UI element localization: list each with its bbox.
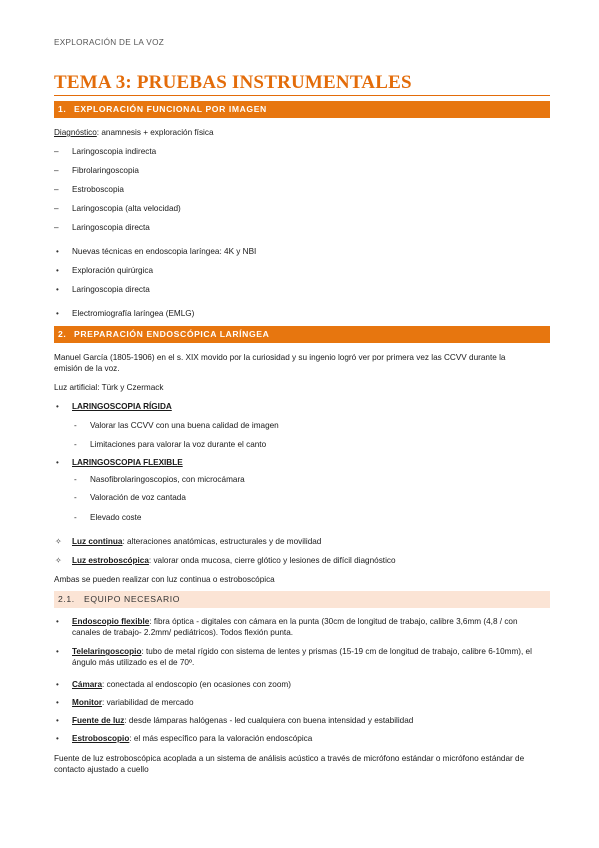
bullet-icon: • <box>56 716 59 725</box>
arrow-bullet-icon: ✧ <box>55 556 62 565</box>
list-item: Fibrolaringoscopia <box>72 166 139 175</box>
list-item: Laringoscopia indirecta <box>72 147 157 156</box>
list-item: Nasofibrolaringoscopios, con microcámara <box>90 475 245 484</box>
section-number: 2. <box>58 329 67 339</box>
dash-marker: - <box>74 493 77 502</box>
luz-continua-line <box>72 536 321 547</box>
dash-marker: - <box>74 421 77 430</box>
luz-artificial-line: Luz artificial: Türk y Czermack <box>54 383 164 392</box>
equipo-item <box>72 697 194 708</box>
equipo-label: Cámara <box>72 680 103 689</box>
dash-marker: - <box>74 513 77 522</box>
section-title: EXPLORACIÓN FUNCIONAL POR IMAGEN <box>74 104 267 114</box>
arrow-bullet-icon: ✧ <box>55 537 62 546</box>
subsection-number: 2.1. <box>58 594 75 604</box>
subsection-heading-2-1 <box>54 591 550 608</box>
list-item: Laringoscopia (alta velocidad) <box>72 204 181 213</box>
section-heading-2 <box>54 326 550 343</box>
title-underline <box>54 95 550 96</box>
equipo-text: : desde lámparas halógenas - led cualquiera con buena intensidad y estabilidad <box>124 716 414 725</box>
equipo-label: Monitor <box>72 698 103 707</box>
rigida-label: LARINGOSCOPIA RÍGIDA <box>72 402 172 411</box>
dash-marker: – <box>54 166 59 175</box>
equipo-text: : el más específico para la valoración endoscópica <box>129 734 313 743</box>
diagnostico-line <box>54 127 214 138</box>
bullet-icon: • <box>56 247 59 256</box>
list-item: Exploración quirúrgica <box>72 266 154 275</box>
page-title: TEMA 3: PRUEBAS INSTRUMENTALES <box>54 72 412 93</box>
equipo-item <box>72 679 291 690</box>
equipo-text: : tubo de metal rígido con sistema de lentes y prismas (15-19 cm de longitud de trabajo, calibre 6-10mm), el ángulo más utilizado es el de 70º. <box>72 647 532 667</box>
equipo-text: : variabilidad de mercado <box>102 698 194 707</box>
equipo-text: : fibra óptica - digitales con cámara en la punta (30cm de longitud de trabajo, calibre 3,6mm (4,8 / con canales de trabajo- 2.2mm/ pediátricos). Todos flexión punta. <box>72 617 518 637</box>
diagnostico-text: : anamnesis + exploración física <box>96 128 214 137</box>
bullet-icon: • <box>56 309 59 318</box>
section-heading-1 <box>54 101 550 118</box>
intro-paragraph: Manuel García (1805-1906) en el s. XIX movido por la curiosidad y su ingenio logró ver por primera vez las CCVV durante la emisión de la voz. <box>54 353 506 373</box>
luz-estrobo-label: Luz estroboscópica <box>72 556 149 565</box>
list-item: Electromiografía laríngea (EMLG) <box>72 309 195 318</box>
dash-marker: - <box>74 440 77 449</box>
dash-marker: – <box>54 204 59 213</box>
list-item: Valoración de voz cantada <box>90 493 186 502</box>
bullet-icon: • <box>56 698 59 707</box>
bullet-icon: • <box>56 647 59 656</box>
dash-marker: – <box>54 185 59 194</box>
flexible-label: LARINGOSCOPIA FLEXIBLE <box>72 458 183 467</box>
equipo-item <box>72 715 413 726</box>
equipo-label: Endoscopio flexible <box>72 617 150 626</box>
luz-continua-label: Luz continua <box>72 537 123 546</box>
dash-marker: – <box>54 223 59 232</box>
list-item: Valorar las CCVV con una buena calidad de imagen <box>90 421 279 430</box>
luz-estrobo-line <box>72 555 396 566</box>
list-item: Laringoscopia directa <box>72 285 150 294</box>
equipo-item <box>72 733 312 744</box>
luz-estrobo-text: : valorar onda mucosa, cierre glótico y lesiones de difícil diagnóstico <box>148 556 396 565</box>
bullet-icon: • <box>56 617 59 626</box>
bullet-icon: • <box>56 402 59 411</box>
section-title: PREPARACIÓN ENDOSCÓPICA LARÍNGEA <box>74 329 270 339</box>
list-item: Nuevas técnicas en endoscopia laríngea: 4K y NBI <box>72 247 257 256</box>
running-header: EXPLORACIÓN DE LA VOZ <box>54 38 165 47</box>
section-number: 1. <box>58 104 67 114</box>
list-item: Laringoscopia directa <box>72 223 150 232</box>
bullet-icon: • <box>56 266 59 275</box>
closing-paragraph: Fuente de luz estroboscópica acoplada a un sistema de análisis acústico a través de micrófono estándar o micrófono estándar de contacto ajustado a cuello <box>54 754 525 774</box>
ambas-line: Ambas se pueden realizar con luz continua o estroboscópica <box>54 575 275 584</box>
list-item: Limitaciones para valorar la voz durante el canto <box>90 440 267 449</box>
bullet-icon: • <box>56 458 59 467</box>
list-item: Elevado coste <box>90 513 142 522</box>
luz-continua-text: : alteraciones anatómicas, estructurales y de movilidad <box>122 537 322 546</box>
diagnostico-label: Diagnóstico <box>54 128 97 137</box>
bullet-icon: • <box>56 734 59 743</box>
equipo-label: Estroboscopio <box>72 734 130 743</box>
dash-marker: – <box>54 147 59 156</box>
subsection-title: EQUIPO NECESARIO <box>84 594 181 604</box>
equipo-label: Fuente de luz <box>72 716 125 725</box>
bullet-icon: • <box>56 680 59 689</box>
equipo-label: Telelaringoscopio <box>72 647 142 656</box>
equipo-text: : conectada al endoscopio (en ocasiones con zoom) <box>102 680 291 689</box>
equipo-item <box>72 616 542 638</box>
bullet-icon: • <box>56 285 59 294</box>
dash-marker: - <box>74 475 77 484</box>
equipo-item <box>72 646 542 668</box>
list-item: Estroboscopia <box>72 185 124 194</box>
